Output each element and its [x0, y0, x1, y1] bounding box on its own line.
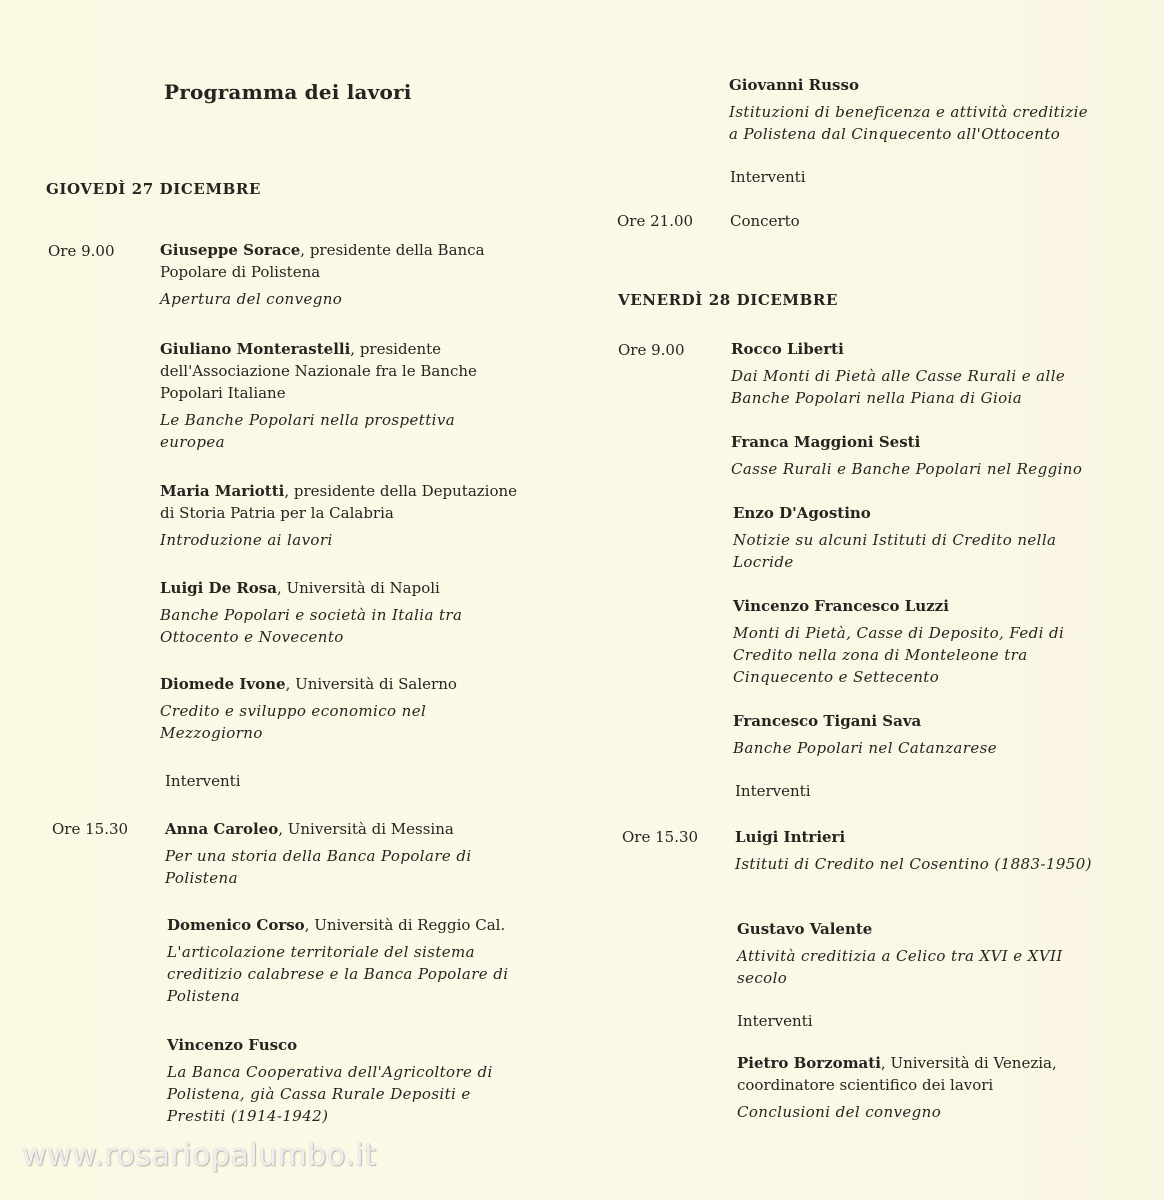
speaker-name: Giovanni Russo — [729, 76, 859, 94]
talk-title: Apertura del convegno — [160, 290, 343, 308]
program-entry — [160, 338, 520, 453]
time-morning-day1: Ore 9.00 — [48, 242, 115, 260]
program-entry — [733, 710, 1098, 759]
talk-title: Conclusioni del convegno — [737, 1103, 942, 1121]
speaker-name: Franca Maggioni Sesti — [731, 433, 921, 451]
interventi-label: Interventi — [730, 168, 806, 186]
speaker-name: Giuliano Monterastelli — [160, 340, 351, 358]
program-entry — [160, 239, 520, 310]
talk-title: Introduzione ai lavori — [160, 531, 333, 549]
speaker-name: Enzo D'Agostino — [733, 504, 871, 522]
speaker-name: Gustavo Valente — [737, 920, 873, 938]
program-entry — [729, 74, 1094, 145]
day-heading-friday: VENERDÌ 28 DICEMBRE — [618, 291, 839, 309]
day-heading-thursday: GIOVEDÌ 27 DICEMBRE — [46, 180, 262, 198]
program-entry — [167, 914, 527, 1007]
speaker-name: Vincenzo Francesco Luzzi — [733, 597, 949, 615]
speaker-affiliation: , Università di Venezia, coordinatore scientifico dei lavori — [737, 1054, 1057, 1094]
talk-title: Casse Rurali e Banche Popolari nel Reggino — [731, 460, 1083, 478]
speaker-affiliation: , presidente della Deputazione di Storia Patria per la Calabria — [160, 482, 518, 522]
program-entry — [737, 1052, 1097, 1123]
speaker-name: Vincenzo Fusco — [167, 1036, 298, 1054]
time-afternoon-day1: Ore 15.30 — [52, 820, 129, 838]
speaker-affiliation: , Università di Napoli — [276, 579, 440, 597]
talk-title: Attività creditizia a Celico tra XVI e XVII secolo — [737, 947, 1063, 987]
speaker-affiliation: , Università di Messina — [278, 820, 454, 838]
time-afternoon-day2: Ore 15.30 — [622, 828, 699, 846]
speaker-name: Anna Caroleo — [165, 820, 279, 838]
talk-title: Per una storia della Banca Popolare di Polistena — [165, 847, 472, 887]
time-morning-day2: Ore 9.00 — [618, 341, 685, 359]
talk-title: Banche Popolari e società in Italia tra Ottocento e Novecento — [160, 606, 463, 646]
speaker-affiliation: , Università di Salerno — [285, 675, 457, 693]
program-entry — [737, 918, 1097, 989]
program-entry — [160, 480, 520, 551]
talk-title: Istituti di Credito nel Cosentino (1883-1950) — [735, 855, 1092, 873]
speaker-name: Francesco Tigani Sava — [733, 712, 922, 730]
program-entry — [731, 338, 1096, 409]
time-evening-day1: Ore 21.00 — [617, 212, 694, 230]
speaker-name: Giuseppe Sorace — [160, 241, 301, 259]
talk-title: Notizie su alcuni Istituti di Credito nella Locride — [733, 531, 1057, 571]
program-entry — [733, 595, 1098, 688]
talk-title: Istituzioni di beneficenza e attività creditizie a Polistena dal Cinquecento all'Ottocento — [729, 103, 1089, 143]
program-entry — [733, 502, 1098, 573]
talk-title: Monti di Pietà, Casse di Deposito, Fedi di Credito nella zona di Monteleone tra Cinquecento e Settecento — [733, 624, 1065, 686]
speaker-affiliation: , presidente della Banca Popolare di Polistena — [160, 241, 485, 281]
program-entry — [167, 1034, 527, 1127]
speaker-affiliation: , Università di Reggio Cal. — [304, 916, 506, 934]
page-title: Programma dei lavori — [164, 80, 412, 104]
program-entry — [160, 673, 520, 744]
speaker-name: Domenico Corso — [167, 916, 305, 934]
speaker-affiliation: , presidente dell'Associazione Nazionale fra le Banche Popolari Italiane — [160, 340, 477, 402]
program-entry — [160, 577, 520, 648]
speaker-name: Maria Mariotti — [160, 482, 285, 500]
talk-title: Banche Popolari nel Catanzarese — [733, 739, 997, 757]
speaker-name: Luigi De Rosa — [160, 579, 277, 597]
talk-title: Dai Monti di Pietà alle Casse Rurali e alle Banche Popolari nella Piana di Gioia — [731, 367, 1066, 407]
talk-title: Credito e sviluppo economico nel Mezzogiorno — [160, 702, 427, 742]
program-entry — [731, 431, 1096, 480]
speaker-name: Pietro Borzomati — [737, 1054, 881, 1072]
talk-title: La Banca Cooperativa dell'Agricoltore di Polistena, già Cassa Rurale Depositi e Prestiti (1914-1942) — [167, 1063, 493, 1125]
program-entry — [165, 818, 525, 889]
concert-label: Concerto — [730, 212, 800, 230]
watermark-text: www.rosariopalumbo.it — [22, 1138, 377, 1173]
speaker-name: Diomede Ivone — [160, 675, 286, 693]
program-entry — [735, 826, 1095, 875]
speaker-name: Rocco Liberti — [731, 340, 844, 358]
talk-title: Le Banche Popolari nella prospettiva europea — [160, 411, 456, 451]
interventi-label: Interventi — [735, 782, 811, 800]
interventi-label: Interventi — [165, 772, 241, 790]
interventi-label: Interventi — [737, 1012, 813, 1030]
talk-title: L'articolazione territoriale del sistema creditizio calabrese e la Banca Popolare di Polistena — [167, 943, 509, 1005]
speaker-name: Luigi Intrieri — [735, 828, 846, 846]
